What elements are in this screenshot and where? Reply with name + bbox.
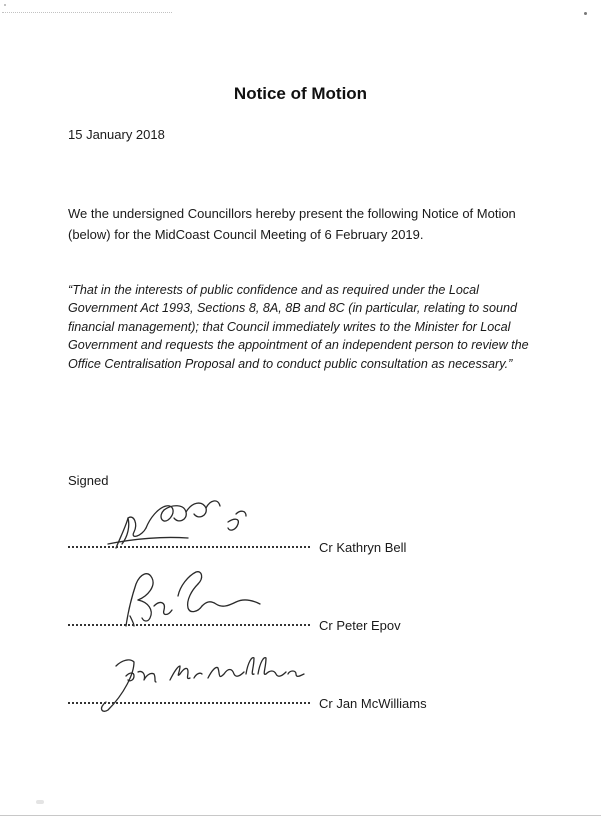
motion-text: “That in the interests of public confidence and as required under the Local Government Act 1993, Sections 8, 8A, 8B and 8C (in particular, relating to sound financial management); that Council immediately writes to the Minister for Local Government and requests the appointment of an independent person to review the Office Centralisation Proposal and to conduct public consultation as necessary.” bbox=[68, 283, 529, 371]
signature-line bbox=[68, 702, 310, 704]
signature-jan-mcwilliams bbox=[68, 634, 310, 704]
scan-artifact bbox=[2, 12, 172, 16]
page-title: Notice of Motion bbox=[233, 84, 368, 103]
scan-artifact bbox=[36, 800, 44, 804]
signature-row-jan-mcwilliams bbox=[68, 634, 548, 711]
intro-paragraph: We the undersigned Councillors hereby present the following Notice of Motion (below) for the MidCoast Council Meeting of 6 February 2019. bbox=[68, 206, 516, 242]
signature-row-kathryn-bell bbox=[68, 478, 548, 555]
page-bottom-edge bbox=[0, 815, 601, 816]
signature-line bbox=[68, 546, 310, 548]
document-date: 15 January 2018 bbox=[68, 127, 165, 142]
signature-line bbox=[68, 624, 310, 626]
scan-artifact bbox=[4, 4, 6, 6]
handwritten-signature-icon bbox=[68, 478, 310, 548]
signature-kathryn-bell bbox=[68, 478, 310, 548]
handwritten-signature-icon bbox=[68, 634, 310, 704]
signatory-name: Cr Kathryn Bell bbox=[319, 540, 407, 555]
signatory-name: Cr Peter Epov bbox=[319, 618, 401, 633]
signatory-name: Cr Jan McWilliams bbox=[319, 696, 427, 711]
handwritten-signature-icon bbox=[68, 556, 310, 626]
signed-label: Signed bbox=[68, 473, 109, 488]
signature-row-peter-epov bbox=[68, 556, 548, 633]
scan-artifact bbox=[584, 12, 587, 15]
signature-peter-epov bbox=[68, 556, 310, 626]
